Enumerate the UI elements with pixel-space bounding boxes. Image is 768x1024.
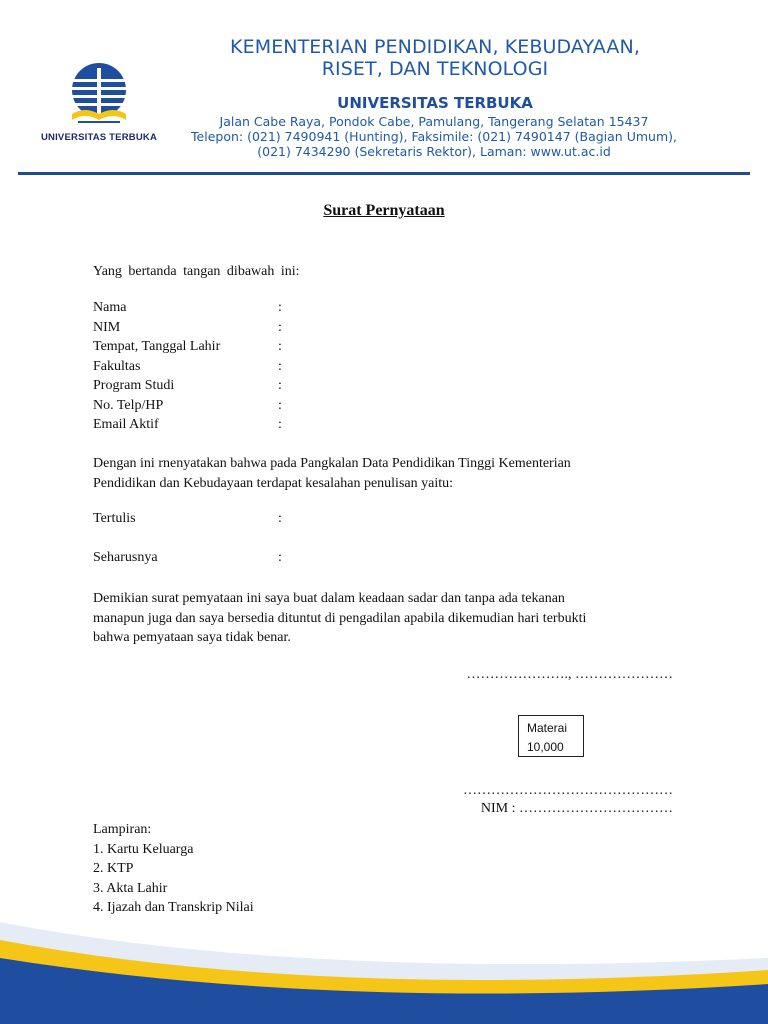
tertulis-row bbox=[93, 511, 393, 531]
seharusnya-colon: : bbox=[278, 550, 282, 565]
closing-line-3: bahwa pemyataan saya tidak benar. bbox=[93, 630, 291, 645]
closing-line-1: Demikian surat pemyataan ini saya buat dalam keadaan sadar dan tanpa ada tekanan bbox=[93, 591, 565, 606]
address-line-2: Telepon: (021) 7490941 (Hunting), Faksimile: (021) 7490147 (Bagian Umum), bbox=[191, 129, 677, 144]
field-label: No. Telp/HP bbox=[93, 397, 164, 413]
seharusnya-row bbox=[93, 550, 393, 570]
field-row-ttl bbox=[93, 337, 393, 357]
materai-value: 10,000 bbox=[527, 740, 564, 754]
materai-label: Materai bbox=[527, 721, 568, 735]
seharusnya-label: Seharusnya bbox=[93, 550, 158, 565]
address-line-3: (021) 7434290 (Sekretaris Rektor), Laman: www.ut.ac.id bbox=[257, 144, 611, 159]
closing-line-2: manapun juga dan saya bersedia dituntut di pengadilan apabila dikemudian hari terbukti bbox=[93, 610, 587, 626]
footer-wave-decoration bbox=[0, 900, 768, 1024]
field-label: Email Aktif bbox=[93, 417, 159, 432]
statement-line-2: Pendidikan dan Kebudayaan terdapat kesalahan penulisan yaitu: bbox=[93, 475, 453, 491]
closing-paragraph bbox=[93, 589, 683, 648]
university-name: UNIVERSITAS TERBUKA bbox=[337, 94, 533, 112]
document-title: Surat Pernyataan bbox=[323, 202, 445, 219]
field-label: NIM bbox=[93, 319, 121, 335]
letterhead bbox=[0, 0, 768, 180]
field-colon: : bbox=[278, 339, 282, 354]
identity-fields bbox=[93, 298, 393, 435]
materai-stamp-box bbox=[518, 715, 584, 757]
field-colon: : bbox=[278, 319, 282, 335]
intro-text: Yang bertanda tangan dibawah ini: bbox=[93, 264, 300, 279]
field-colon: : bbox=[278, 378, 282, 393]
date-place-line: …………………., ………………… bbox=[466, 667, 673, 682]
logo-text: UNIVERSITAS TERBUKA bbox=[40, 132, 158, 143]
field-colon: : bbox=[278, 300, 282, 315]
attachment-item: 4. Ijazah dan Transkrip Nilai bbox=[93, 900, 254, 915]
attachment-item: 1. Kartu Keluarga bbox=[93, 841, 194, 857]
tertulis-label: Tertulis bbox=[93, 511, 136, 526]
address-line-1: Jalan Cabe Raya, Pondok Cabe, Pamulang, Tangerang Selatan 15437 bbox=[219, 114, 649, 129]
field-label: Fakultas bbox=[93, 358, 141, 374]
field-colon: : bbox=[278, 397, 282, 413]
field-label: Program Studi bbox=[93, 378, 175, 393]
university-emblem-icon bbox=[68, 62, 130, 128]
field-row-nama bbox=[93, 298, 393, 318]
attachments-title: Lampiran: bbox=[93, 822, 152, 837]
field-row-nim bbox=[93, 318, 393, 338]
field-row-program-studi bbox=[93, 376, 393, 396]
field-colon: : bbox=[278, 417, 282, 432]
signature-line: ……………………………………… bbox=[463, 783, 673, 798]
statement-paragraph bbox=[93, 454, 653, 493]
tertulis-colon: : bbox=[278, 511, 282, 526]
attachment-item: 3. Akta Lahir bbox=[93, 880, 168, 896]
contact-address bbox=[178, 114, 690, 159]
ministry-line-1: KEMENTERIAN PENDIDIKAN, KEBUDAYAAN, bbox=[230, 36, 640, 58]
field-row-fakultas bbox=[93, 357, 393, 377]
statement-line-1: Dengan ini rnenyatakan bahwa pada Pangkalan Data Pendidikan Tinggi Kementerian bbox=[93, 456, 571, 471]
field-label: Tempat, Tanggal Lahir bbox=[93, 339, 221, 354]
ministry-name bbox=[200, 36, 670, 80]
ministry-line-2: RISET, DAN TEKNOLOGI bbox=[321, 58, 549, 80]
field-label: Nama bbox=[93, 300, 127, 315]
university-logo bbox=[38, 62, 160, 152]
field-colon: : bbox=[278, 358, 282, 374]
header-divider bbox=[18, 172, 750, 175]
field-row-email bbox=[93, 415, 393, 435]
attachment-item: 2. KTP bbox=[93, 861, 134, 876]
nim-signature-line: NIM : …………………………… bbox=[480, 801, 673, 816]
field-row-telp bbox=[93, 396, 393, 416]
